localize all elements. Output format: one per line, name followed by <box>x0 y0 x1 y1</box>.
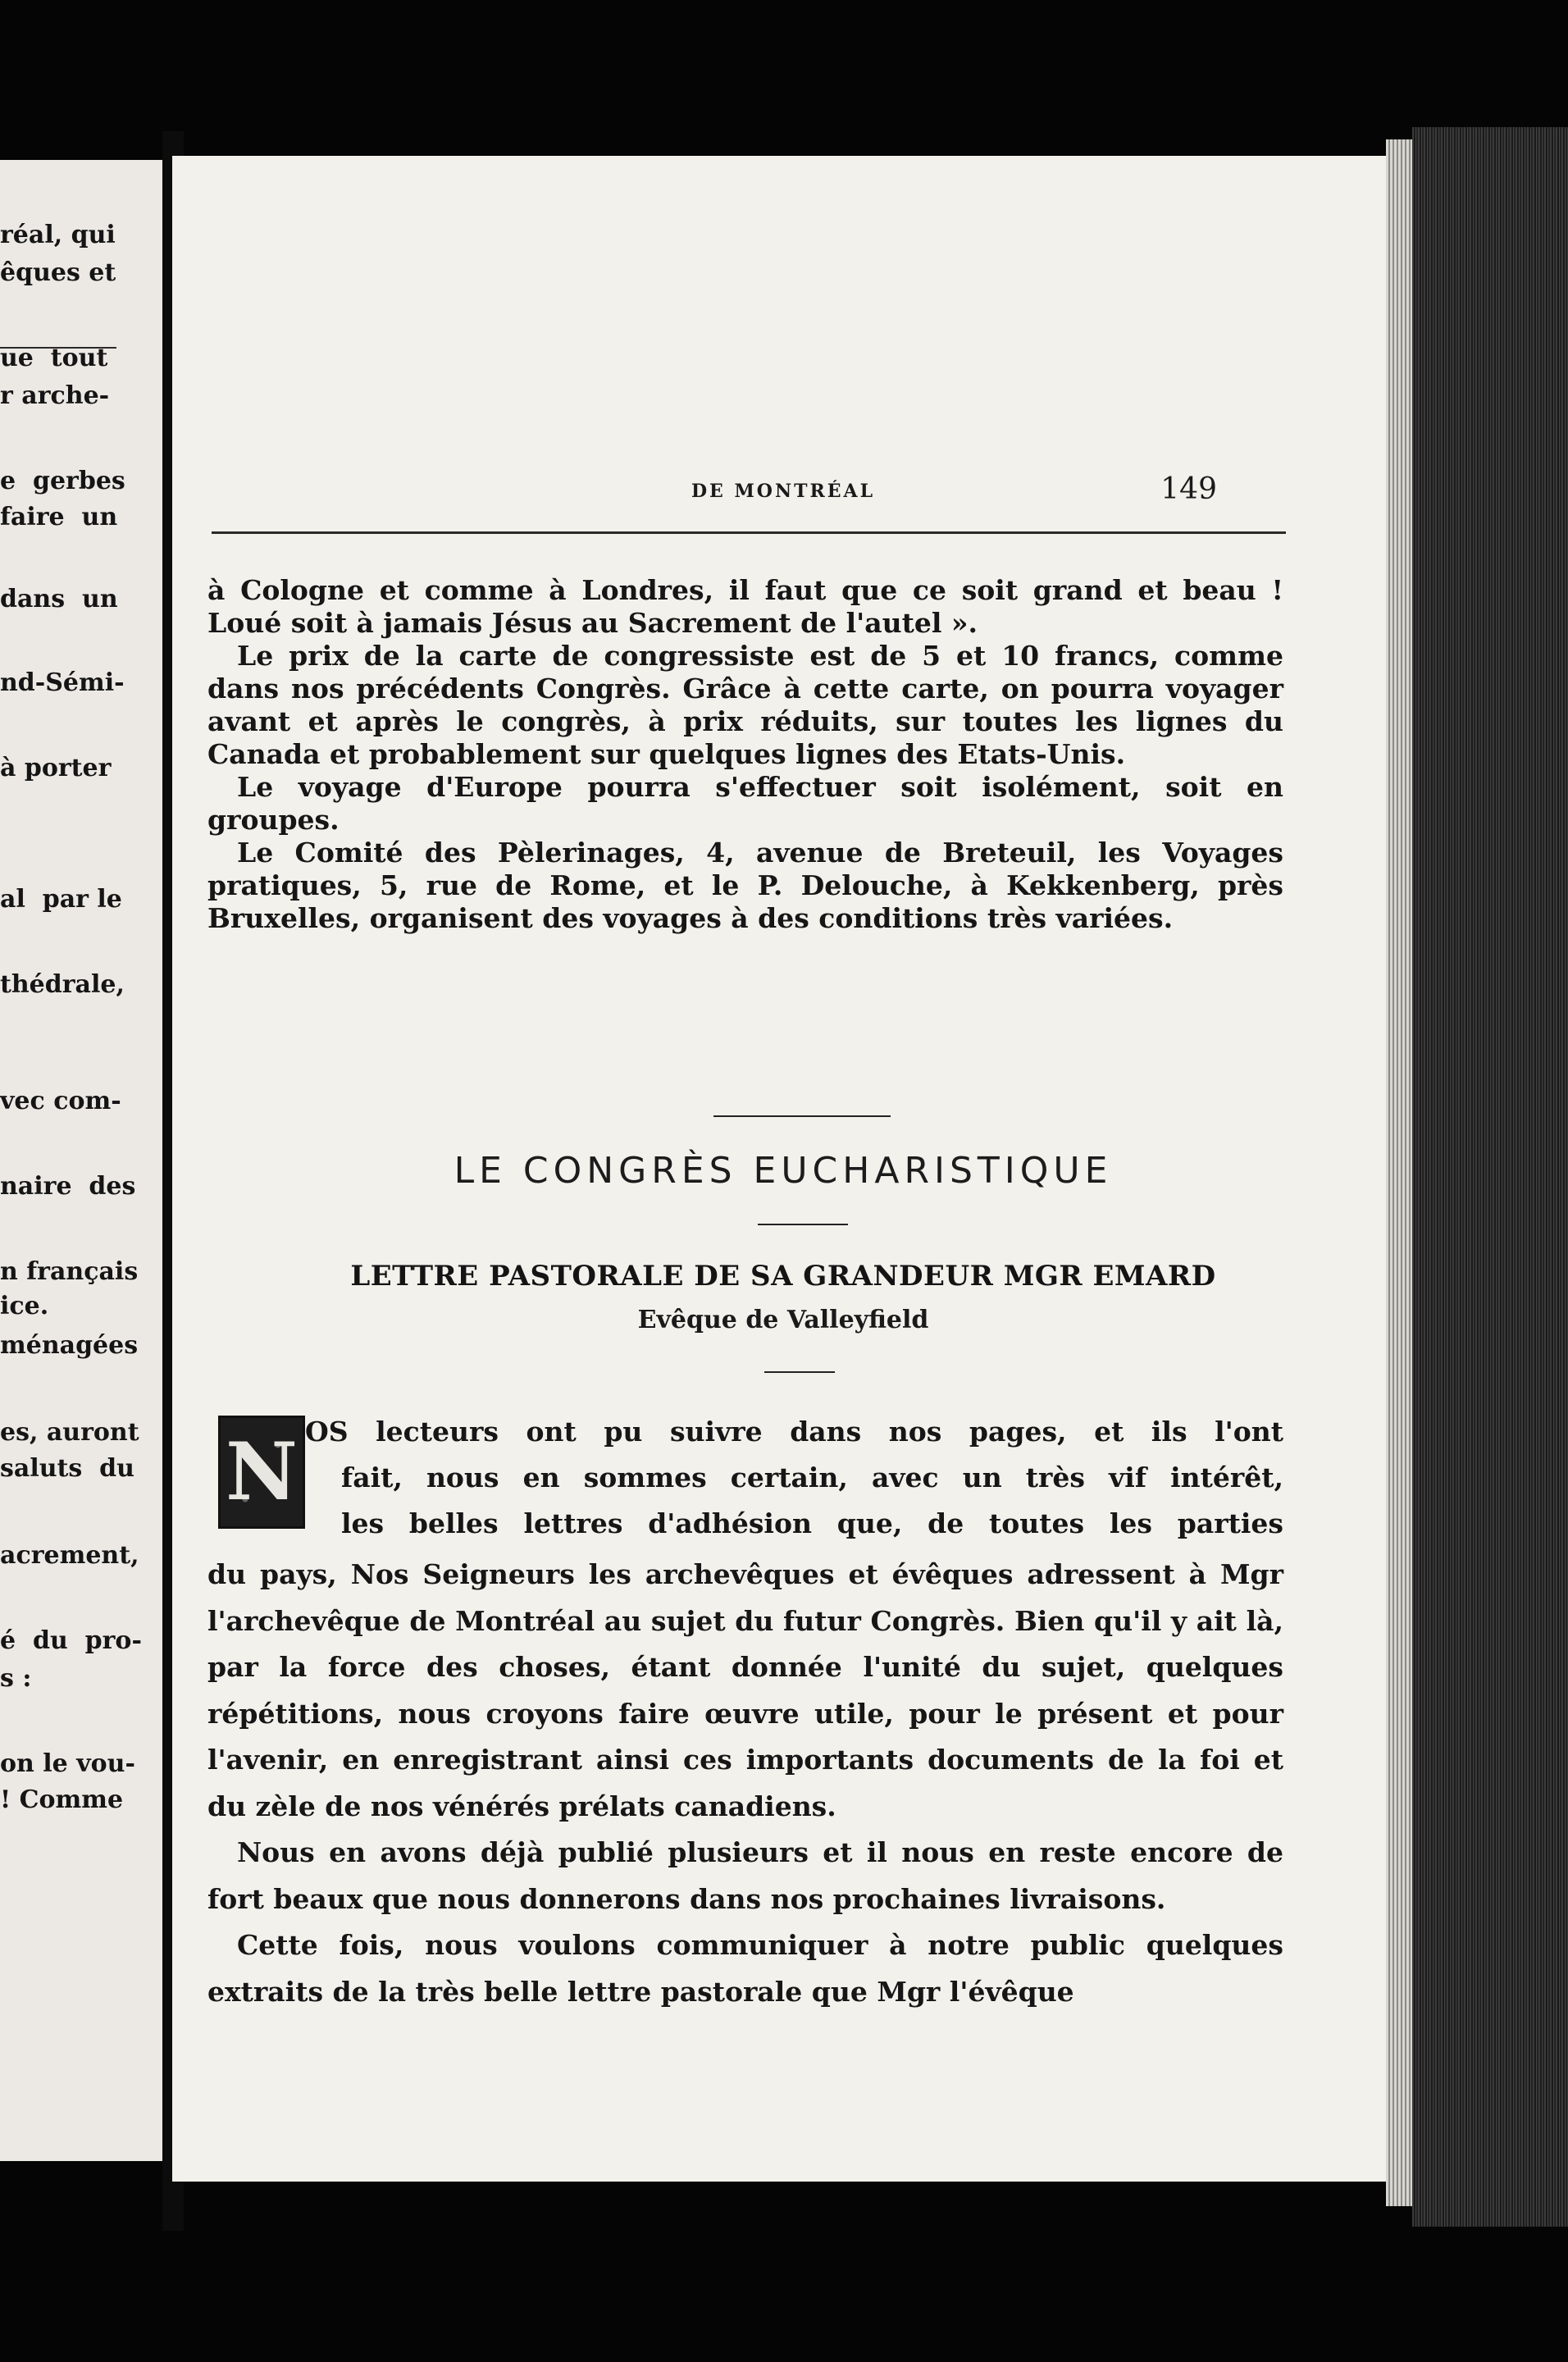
article-line: fait, nous en sommes certain, avec un très vif intérêt, <box>341 1461 1283 1493</box>
left-page-line: on le vou- <box>0 1749 135 1778</box>
drop-cap-letter: N <box>226 1425 298 1518</box>
section-separator <box>713 1115 891 1117</box>
paragraph-pilgrimages: Le Comité des Pèlerinages, 4, avenue de Breteuil, les Voyages pratiques, 5, rue de Rome, et le P. Delouche, à Kekkenberg, près Bruxelles, organisent des voyages à des conditions très variées. <box>207 837 1283 934</box>
running-header: DE MONTRÉAL <box>691 481 876 502</box>
article-text-block <box>207 1552 1283 2015</box>
left-page-line: s : <box>0 1664 32 1693</box>
left-page-line: ménagées <box>0 1331 139 1360</box>
article-line: OS lecteurs ont pu suivre dans nos pages, et ils l'ont <box>305 1416 1283 1448</box>
left-page-line: r arche- <box>0 381 110 410</box>
letter-title: LETTRE PASTORALE DE SA GRANDEUR MGR EMARD <box>350 1260 1216 1293</box>
left-page-line: ue tout <box>0 344 108 372</box>
paragraph: Le prix de la carte de congressiste est de 5 et 10 francs, comme dans nos précédents Congrès. Grâce à cette carte, on pourra voyager avant et après le congrès, à prix réduits, sur toutes les lignes du Canada et probablement sur quelques lignes des Etats-Unis. <box>207 640 1283 770</box>
left-page-line: naire des <box>0 1172 136 1201</box>
left-page-line: dans un <box>0 585 118 613</box>
section-title: LE CONGRÈS EUCHARISTIQUE <box>454 1150 1113 1192</box>
paragraph: Le voyage d'Europe pourra s'effectuer soit isolément, soit en groupes. <box>207 771 1283 836</box>
left-page-line: faire un <box>0 503 118 531</box>
paragraph: Cette fois, nous voulons communiquer à notre public quelques extraits de la très belle lettre pastorale que Mgr l'évêque <box>207 1929 1283 2008</box>
page-number: 149 <box>1160 472 1217 506</box>
left-page-line: ! Comme <box>0 1785 124 1814</box>
article-line: les belles lettres d'adhésion que, de toutes les parties <box>341 1507 1283 1539</box>
left-page-line: saluts du <box>0 1454 134 1483</box>
paragraph: Nous en avons déjà publié plusieurs et il nous en reste encore de fort beaux que nous donnerons dans nos prochaines livraisons. <box>207 1836 1283 1915</box>
left-page-line: réal, qui <box>0 221 116 249</box>
left-page-line: acrement, <box>0 1541 139 1570</box>
header-rule <box>212 531 1286 534</box>
left-page-line: es, auront <box>0 1418 139 1447</box>
letter-subtitle: Evêque de Valleyfield <box>637 1306 929 1334</box>
left-page-line: vec com- <box>0 1087 121 1115</box>
decorative-drop-cap <box>218 1416 305 1529</box>
subtitle-separator <box>764 1371 835 1373</box>
left-page-line: n français <box>0 1257 139 1286</box>
left-page-line: thédrale, <box>0 970 125 999</box>
top-text-block <box>207 574 1283 935</box>
book-page <box>172 156 1394 2182</box>
paragraph: du pays, Nos Seigneurs les archevêques et évêques adressent à Mgr l'archevêque de Montréal au sujet du futur Congrès. Bien qu'il y ait là, par la force des choses, étant donnée l'unité du sujet, quelques répétitions, nous croyons faire œuvre utile, pour le présent et pour l'avenir, en enregistrant ainsi ces importants documents de la foi et du zèle de nos vénérés prélats canadiens. <box>207 1558 1283 1822</box>
left-page-line: al par le <box>0 885 122 914</box>
left-page-line: à porter <box>0 754 112 782</box>
left-page-line: ice. <box>0 1292 49 1320</box>
left-page-line: é du pro- <box>0 1626 142 1655</box>
left-page-line: êques et <box>0 258 116 287</box>
book-fore-edge <box>1412 127 1568 2227</box>
paragraph: à Cologne et comme à Londres, il faut que ce soit grand et beau ! Loué soit à jamais Jésus au Sacrement de l'autel ». <box>207 574 1283 639</box>
title-separator <box>758 1224 848 1225</box>
left-page-line: e gerbes <box>0 467 125 495</box>
left-facing-page <box>0 160 172 2161</box>
left-page-line: nd-Sémi- <box>0 668 125 697</box>
